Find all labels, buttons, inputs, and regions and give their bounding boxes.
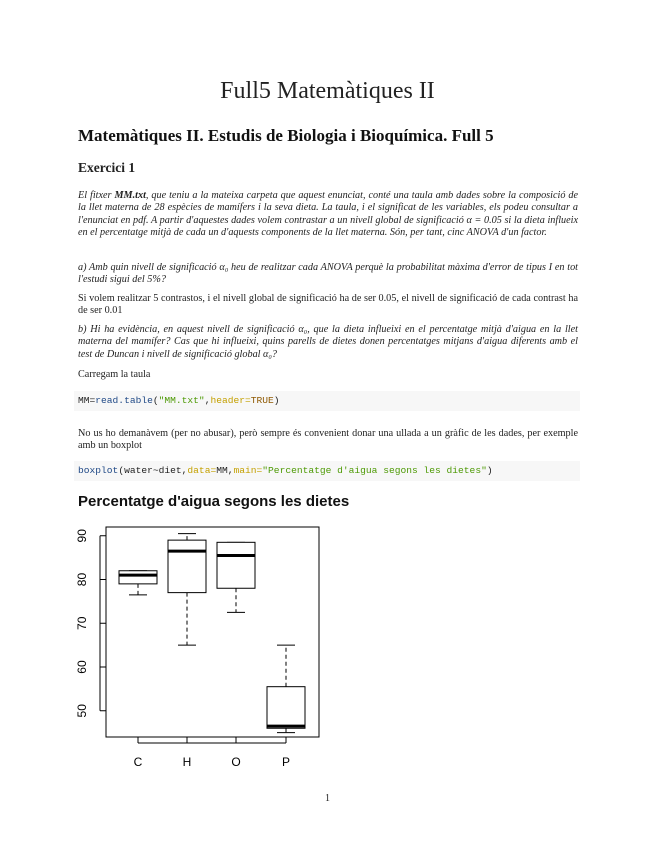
page-number: 1 [325,793,330,804]
box-c-iqr [119,571,157,584]
y-tick-label: 70 [75,616,89,630]
code-open: ( [152,395,159,406]
code-eq: = [210,465,217,476]
y-tick-label: 90 [75,529,89,543]
code-comma: , [227,465,234,476]
code-const: TRUE [250,395,274,406]
code-close: ) [486,465,493,476]
answer-a: Si volem realitzar 5 contrastos, i el nivell global de significació ha de ser 0.05, el nivell de significació de cada contrast ha de ser 0.01 [78,293,578,317]
boxplot-intro-text: No us ho demanàvem (per no abusar), però sempre és convenient donar una ullada a un gràfic de les dades, per exemple amb un boxplot [78,428,578,452]
code-var: MM [78,395,90,406]
code-function: boxplot [78,465,119,476]
x-tick-label: H [182,755,192,769]
code-arg-data: data [187,465,211,476]
question-b: b) Hi ha evidència, en aquest nivell de significació α₀, que la dieta influeixi en el percentatge mitjà d'aigua en la llet materna del mamífer? Cas que hi influeixi, quins parells de dietes donen percentatges mitjans d'aigua diferents amb el test de Duncan i nivell de significació global α₀? [78,324,578,360]
box-h-iqr [168,540,206,593]
x-tick-label: P [281,755,291,769]
code-eq: = [256,465,263,476]
code-string-main: "Percentatge d'aigua segons les dietes" [262,465,487,476]
x-tick-label: O [231,755,241,769]
code-eq: = [245,395,251,406]
code-arg-main: main [233,465,257,476]
code-string: "MM.txt" [158,395,205,406]
code-val-data: MM [216,465,228,476]
y-tick-label: 60 [75,660,89,674]
code-comma: , [181,465,188,476]
code-comma: , [204,395,211,406]
exercise-heading: Exercici 1 [78,160,136,175]
intro-after: , que teniu a la mateixa carpeta que aquest enunciat, conté una taula amb dades sobre la composició de la llet materna de 28 espècies de mamífers i la seva dieta. La taula, i el significat de les variables, els podeu consultar a l'enunciat en pdf. A partir d'aquestes dades volem contrastar a un nivell global de significació α = 0.05 si la dieta influeix en el percentatge mitjà de cada un d'aquests components de la llet materna. Són, per tant, cinc ANOVA d'un factor. [78,190,578,239]
code-op: = [89,395,96,406]
chart-title: Percentatge d'aigua segons les dietes [78,493,350,510]
x-tick-label: C [133,755,143,769]
load-table-text: Carregam la taula [78,369,151,380]
box-o-iqr [217,542,255,588]
y-tick-label: 50 [75,704,89,718]
question-a: a) Amb quin nivell de significació α₀ heu de realitzar cada ANOVA perquè la probabilitat màxima d'error de tipus I en tot l'estudi sigui del 5%? [78,262,578,286]
document-subtitle: Matemàtiques II. Estudis de Biologia i Bioquímica. Full 5 [78,126,494,145]
code-open: ( [118,465,125,476]
intro-before: El fitxer [78,190,115,201]
document-title: Full5 Matemàtiques II [220,78,435,104]
code-close: ) [273,395,280,406]
code-arg: header [210,395,245,406]
intro-filename: MM.txt [114,190,146,201]
code-formula: water~diet [124,465,182,476]
box-p-iqr [267,687,305,729]
code-function: read.table [95,395,153,406]
y-tick-label: 80 [75,572,89,587]
